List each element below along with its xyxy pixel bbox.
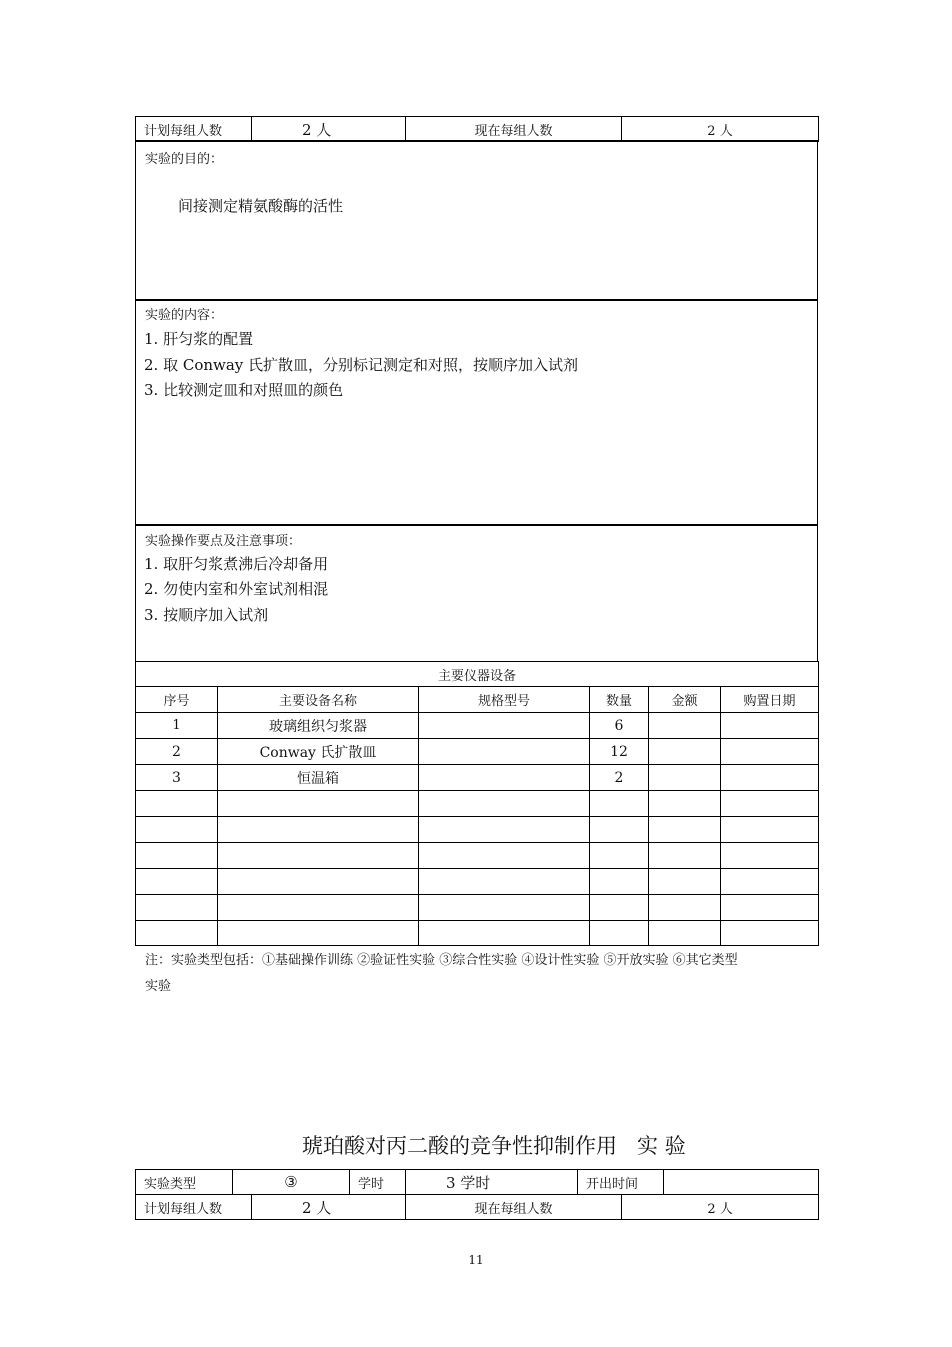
content-section xyxy=(135,299,818,526)
row-quantity xyxy=(590,817,649,843)
row-purchase-date xyxy=(721,713,819,739)
row-index xyxy=(136,895,218,921)
planned-group-size-label: 计划每组人数 xyxy=(136,1195,252,1220)
row-quantity: 6 xyxy=(590,713,649,739)
experiment-type-value: ③ xyxy=(233,1170,350,1195)
row-amount xyxy=(649,895,721,921)
row-index: 3 xyxy=(136,765,218,791)
row-spec-model xyxy=(419,869,590,895)
content-item: 1. 肝匀浆的配置 xyxy=(144,330,254,348)
current-group-size-label: 现在每组人数 xyxy=(406,117,622,142)
row-amount xyxy=(649,739,721,765)
row-index xyxy=(136,843,218,869)
table-row xyxy=(136,739,819,765)
row-purchase-date xyxy=(721,869,819,895)
header-spec-model: 规格型号 xyxy=(419,687,590,713)
hours-value: 3 学时 xyxy=(406,1170,578,1195)
notes-section xyxy=(135,524,818,662)
notes-title: 实验操作要点及注意事项： xyxy=(145,534,302,549)
row-equipment-name xyxy=(218,921,419,946)
row-quantity xyxy=(590,843,649,869)
planned-group-size-value: 2 人 xyxy=(252,1195,406,1220)
row-equipment-name: 恒温箱 xyxy=(218,765,419,791)
row-equipment-name xyxy=(218,895,419,921)
row-spec-model xyxy=(419,765,590,791)
table-row xyxy=(136,895,819,921)
current-group-size-label: 现在每组人数 xyxy=(406,1195,622,1220)
row-equipment-name xyxy=(218,817,419,843)
row-index xyxy=(136,869,218,895)
row-quantity xyxy=(590,895,649,921)
start-time-label: 开出时间 xyxy=(578,1170,664,1195)
row-equipment-name: Conway 氏扩散皿 xyxy=(218,739,419,765)
equipment-title: 主要仪器设备 xyxy=(136,662,819,687)
row-amount xyxy=(649,843,721,869)
row-purchase-date xyxy=(721,791,819,817)
table-row xyxy=(136,817,819,843)
row-purchase-date xyxy=(721,843,819,869)
notes-item: 2. 勿使内室和外室试剂相混 xyxy=(144,580,329,598)
row-equipment-name xyxy=(218,791,419,817)
row-index xyxy=(136,921,218,946)
row-index xyxy=(136,817,218,843)
row-amount xyxy=(649,713,721,739)
header-equipment-name: 主要设备名称 xyxy=(218,687,419,713)
experiment-type-label: 实验类型 xyxy=(136,1170,233,1195)
table-row xyxy=(136,791,819,817)
row-amount xyxy=(649,817,721,843)
row-purchase-date xyxy=(721,817,819,843)
row-spec-model xyxy=(419,817,590,843)
next-experiment-info-table xyxy=(135,1169,819,1220)
group-size-table xyxy=(135,116,819,142)
table-row xyxy=(136,765,819,791)
row-index: 2 xyxy=(136,739,218,765)
row-quantity xyxy=(590,791,649,817)
header-amount: 金额 xyxy=(649,687,721,713)
purpose-text: 间接测定精氨酸酶的活性 xyxy=(178,197,344,215)
row-quantity: 2 xyxy=(590,765,649,791)
start-time-value xyxy=(664,1170,819,1195)
table-row xyxy=(136,713,819,739)
row-spec-model xyxy=(419,791,590,817)
row-quantity xyxy=(590,921,649,946)
row-amount xyxy=(649,765,721,791)
row-spec-model xyxy=(419,739,590,765)
planned-group-size-label: 计划每组人数 xyxy=(136,117,252,142)
row-purchase-date xyxy=(721,921,819,946)
row-spec-model xyxy=(419,921,590,946)
table-row xyxy=(136,921,819,946)
current-group-size-value: 2 人 xyxy=(622,117,819,142)
planned-group-size-value: 2 人 xyxy=(252,117,406,142)
row-amount xyxy=(649,791,721,817)
row-amount xyxy=(649,921,721,946)
row-equipment-name: 玻璃组织匀浆器 xyxy=(218,713,419,739)
header-index: 序号 xyxy=(136,687,218,713)
content-item: 2. 取 Conway 氏扩散皿，分别标记测定和对照，按顺序加入试剂 xyxy=(144,356,579,374)
content-item: 3. 比较测定皿和对照皿的颜色 xyxy=(144,381,344,399)
row-index: 1 xyxy=(136,713,218,739)
row-spec-model xyxy=(419,713,590,739)
row-quantity xyxy=(590,869,649,895)
header-purchase-date: 购置日期 xyxy=(721,687,819,713)
table-row xyxy=(136,843,819,869)
row-spec-model xyxy=(419,843,590,869)
notes-item: 3. 按顺序加入试剂 xyxy=(144,606,269,624)
current-group-size-value: 2 人 xyxy=(622,1195,819,1220)
equipment-table xyxy=(135,661,819,946)
purpose-title: 实验的目的： xyxy=(145,152,224,167)
page-number: 11 xyxy=(468,1253,484,1267)
row-equipment-name xyxy=(218,843,419,869)
row-purchase-date xyxy=(721,895,819,921)
row-purchase-date xyxy=(721,739,819,765)
row-equipment-name xyxy=(218,869,419,895)
content-title: 实验的内容： xyxy=(145,308,224,323)
row-amount xyxy=(649,869,721,895)
notes-item: 1. 取肝匀浆煮沸后冷却备用 xyxy=(144,555,329,573)
row-spec-model xyxy=(419,895,590,921)
row-quantity: 12 xyxy=(590,739,649,765)
row-index xyxy=(136,791,218,817)
footnote-line: 注：实验类型包括：①基础操作训练 ②验证性实验 ③综合性实验 ④设计性实验 ⑤开放实验 ⑥其它类型 xyxy=(145,953,738,968)
header-quantity: 数量 xyxy=(590,687,649,713)
next-experiment-title: 琥珀酸对丙二酸的竞争性抑制作用 实 验 xyxy=(302,1134,686,1158)
hours-label: 学时 xyxy=(350,1170,406,1195)
row-purchase-date xyxy=(721,765,819,791)
purpose-section xyxy=(135,140,818,301)
footnote-line: 实验 xyxy=(145,979,172,994)
table-row xyxy=(136,869,819,895)
